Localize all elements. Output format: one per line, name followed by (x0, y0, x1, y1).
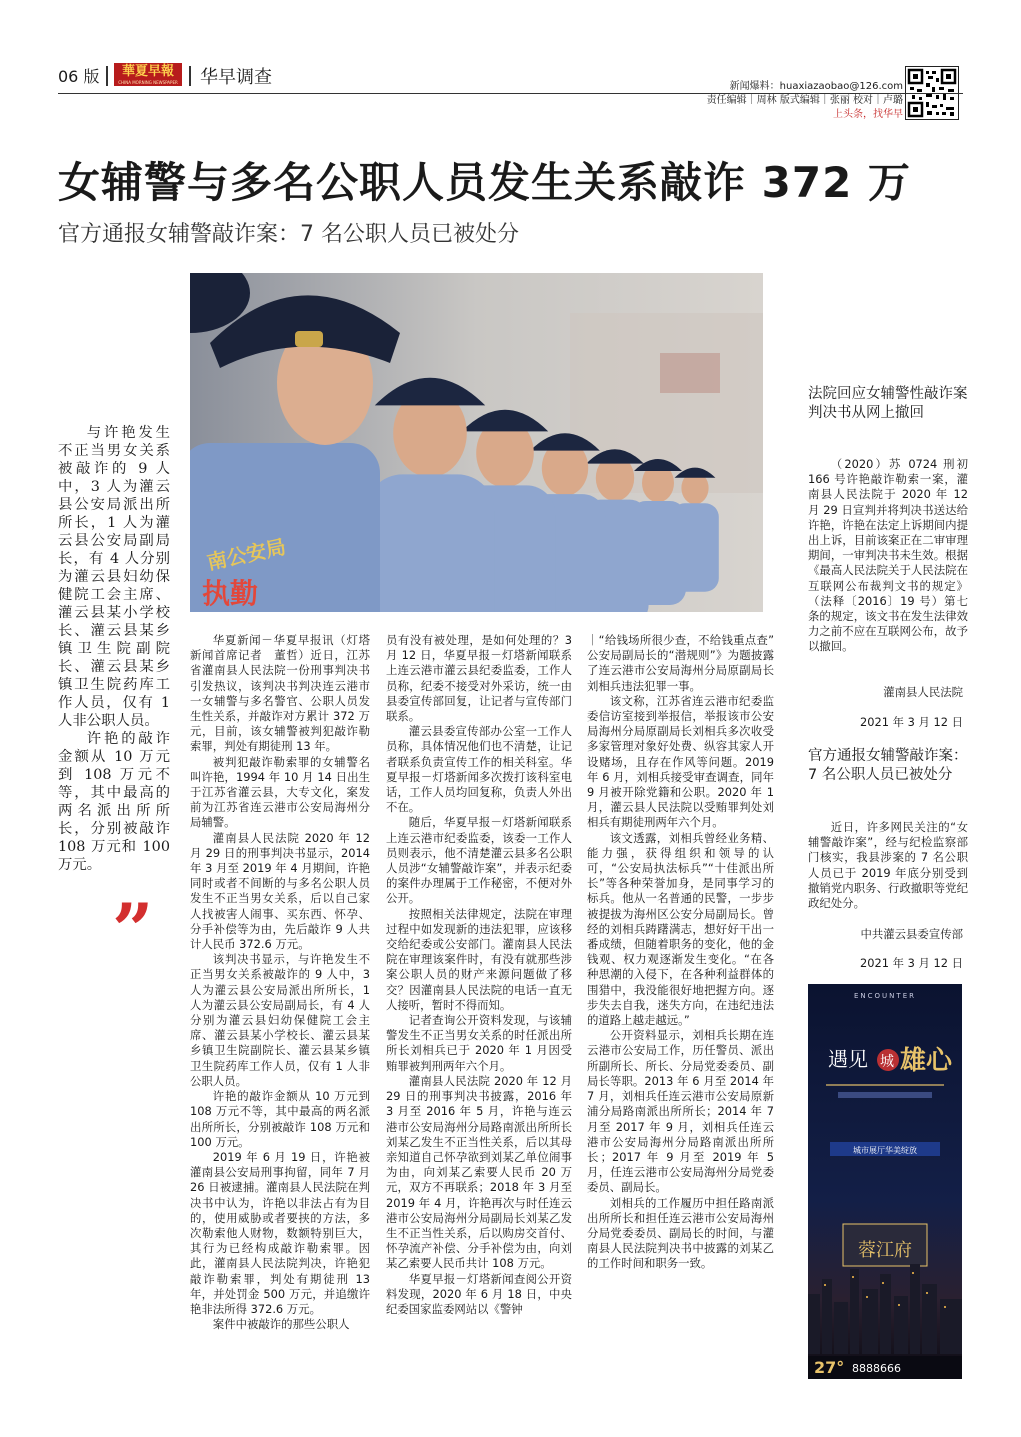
pull-quote (58, 424, 170, 874)
article-paragraph: 该文称，江苏省连云港市纪委监委信访室接到举报信，举报该市公安局海州分局原副局长刘相兵多次收受多家管理对象好处费、纵容其家人开设赌场，且存在作风等问题。2019 年 6 月，刘相兵接受审查调查，同年 9 月被开除党籍和公职。2020 年 1 月，灌云县人民法院以受贿罪判处刘相兵有期徒刑两年六个月。 (587, 693, 774, 830)
article-paragraph: 记者查询公开资料发现，与该辅警发生不正当男女关系的时任派出所所长刘相兵已于 2020 年 1 月因受贿罪被判刑两年六个月。 (386, 1013, 572, 1073)
logo-text: 華夏早報 (121, 64, 174, 79)
ad-brand: 蓉江府 (858, 1240, 912, 1261)
article-paragraph: 该文透露，刘相兵曾经业务精、能力强，获得组织和领导的认可，“公安局执法标兵”“十佳派出所长”等各种荣誉加身，是同事学习的标兵。他从一名普通的民警，一步步被提拔为海州区公安分局副局长。曾经的刘相兵踌躇满志，想好好干出一番成绩，但随着职务的变化，他的金钱观、权力观逐渐发生变化。“在各种思潮的入侵下，在各种利益群体的围猎中，我没能很好地把握方向。逐步失去自我，迷失方向，在违纪违法的道路上越走越远。” (587, 830, 774, 1028)
ad-slogan-1: 遇见 (828, 1047, 868, 1071)
header-divider (106, 66, 108, 86)
real-estate-advertisement[interactable] (808, 984, 962, 1379)
article-column-2 (386, 633, 572, 1317)
logo-subtext: CHINA MORNING NEWSPAPER (118, 80, 178, 85)
official-notice-text: 近日，许多网民关注的“女辅警敲诈案”，经与纪检监察部门核实，我县涉案的 7 名公职人员已于 2019 年底分别受到撤销党内职务、行政撤职等党纪政纪处分。 (808, 820, 968, 911)
article-paragraph: 公开资料显示，刘相兵长期在连云港市公安局工作，历任警员、派出所副所长、所长、分局党委委员、副局长等职。2013 年 6 月至 2014 年 7 月，刘相兵任连云港市公安局原新浦分局路南派出所所长；2014 年 7 月至 2017 年 9 月，刘相兵任连云港市公安局海州分局路南派出所所长；2017 年 9 月至 2019 年 5 月，任连云港市公安局海州分局党委委员、副局长。 (587, 1028, 774, 1195)
official-date: 2021 年 3 月 12 日 (859, 956, 963, 970)
editor-credits: 责任编辑｜周林 版式编辑｜张丽 校对｜卢璐 (706, 95, 903, 106)
policewomen-photo (190, 273, 763, 612)
article-paragraph: 该判决书显示，与许艳发生不正当男女关系被敲诈的 9 人中，3 人为灌云县公安局派出所所长，1 人为灌云县公安局副局长，有 4 人分别为灌云县妇幼保健院工会主席、灌云县某小学校长、灌云县某乡镇卫生院副院长、灌云县某乡镇卫生院药库工作人员，仅有 1 人非公职人员。 (190, 952, 370, 1088)
slogan: 上头条，找华早 (833, 109, 903, 120)
section-name: 华早调查 (200, 67, 272, 88)
article-column-3 (587, 633, 786, 1272)
article-paragraph: ｜“给钱场所很少查，不给钱重点查” 公安局副局长的“潜规则”》为题披露了连云港市公安局海州分局原副局长刘相兵违法犯罪一事。 (587, 633, 786, 693)
article-paragraph: 案件中被敲诈的那些公职人 (212, 1317, 350, 1332)
article-paragraph: 灌云县委宣传部办公室一工作人员称，具体情况他们也不清楚，让记者联系负责宣传工作的相关科室。华夏早报－灯塔新闻多次拨打该科室电话，工作人员均回复称，负责人外出不在。 (386, 724, 572, 815)
article-column-1 (190, 633, 370, 1332)
pull-quote-paragraph: 与许艳发生不正当男女关系被敲诈的 9 人中，3 人为灌云县公安局派出所所长，1 人为灌云县公安局副局长，有 4 人分别为灌云县妇幼保健院工会主席、灌云县某小学校长、灌云县某乡镇卫生院副院长、灌云县某乡镇卫生院药库工作人员，仅有 1 人非公职人员。 (58, 425, 170, 729)
contact-email: 新闻爆料：huaxiazaobao@126.com (729, 81, 903, 92)
court-response-body (808, 457, 968, 655)
ad-top-text: ENCOUNTER (854, 992, 916, 1000)
pull-quote-paragraph: 许艳的敲诈金额从 10 万元到 108 万元不等，其中最高的两名派出所所长，分别被敲诈 108 万元和 100 万元。 (58, 731, 170, 873)
court-signature: 灌南县人民法院 (883, 685, 963, 699)
official-signature: 中共灌云县委宣传部 (860, 927, 963, 941)
svg-text:27°: 27° (814, 1358, 845, 1377)
page-number: 06 版 (58, 67, 100, 86)
newspaper-logo (114, 63, 182, 86)
ad-phone: 8888666 (852, 1362, 901, 1375)
article-paragraph: 随后，华夏早报－灯塔新闻联系上连云港市纪委监委，该委一工作人员则表示，他不清楚灌云县多名公职人员涉“女辅警敲诈案”，并表示纪委的案件办理属于工作秘密，不便对外公开。 (386, 815, 572, 906)
ad-tagline: 城市展厅华美绽放 (853, 1146, 917, 1155)
court-response-text: （2020）苏 0724 刑初 166 号许艳敲诈勒索一案，灌南县人民法院于 2020 年 12 月 29 日宣判并将判决书送达给许艳，许艳在法定上诉期间内提出上诉，目前该案正在二审审理期间，一审判决书未生效。根据《最高人民法院关于人民法院在互联网公布裁判文书的规定》（法释〔2016〕19 号）第七条的规定，该文书在发生法律效力之前不应在互联网公布，故予以撤回。 (808, 457, 968, 654)
header-rule (58, 93, 963, 94)
contact-info (707, 80, 903, 122)
court-date: 2021 年 3 月 12 日 (859, 715, 963, 729)
court-response-title: 法院回应女辅警性敲诈案判决书从网上撤回 (808, 386, 968, 421)
article-paragraph: 2019 年 6 月 19 日，许艳被灌南县公安局刑事拘留，同年 7 月 26 日被逮捕。灌南县人民法院在判决书中认为，许艳以非法占有为目的，使用威胁或者要挟的方法，多次勒索他人财物，数额特别巨大，其行为已经构成敲诈勒索罪。因此，灌南县人民法院判决，许艳犯敲诈勒索罪，判处有期徒刑 13 年，并处罚金 500 万元，并追缴许艳非法所得 372.6 万元。 (190, 1149, 370, 1316)
quote-mark-icon: ” (112, 887, 154, 972)
ad-slogan-3: 雄心 (900, 1046, 953, 1076)
article-paragraph: 刘相兵的工作履历中担任路南派出所所长和担任连云港市公安局海州分局党委委员、副局长的时间，与灌南县人民法院判决书中披露的刘某乙的工作时间和职务一致。 (587, 1195, 774, 1271)
article-paragraph: 华夏新闻－华夏早报讯（灯塔新闻首席记者 董哲）近日，江苏省灌南县人民法院一份刑事判决书引发热议，该判决书判决连云港市一女辅警与多名警官、公职人员发生性关系，并敲诈对方累计 372 万元，目前，该女辅警被判犯敲诈勒索罪，判处有期徒刑 13 年。 (190, 633, 370, 754)
header-divider (189, 66, 191, 86)
article-paragraph: 许艳的敲诈金额从 10 万元到 108 万元不等，其中最高的两名派出所所长，分别被敲诈 108 万元和 100 万元。 (190, 1089, 370, 1149)
article-paragraph: 灌南县人民法院 2020 年 12 月 29 日的刑事判决书披露，2016 年 3 月至 2016 年 5 月，许艳与连云港市公安局海州分局路南派出所所长刘某乙发生不正当性关系，后以其母亲知道自己怀孕欲到刘某乙单位闹事为由，向刘某乙索要人民币 20 万元，双方不再联系；2018 年 3 月至 2019 年 4 月，许艳再次与时任连云港市公安局海州分局副局长刘某乙发生不正当性关系，后以购房交首付、怀孕流产补偿、分手补偿为由，向刘某乙索要人民币共计 108 万元。 (386, 1073, 572, 1271)
duty-badge-text: 执勤 (202, 577, 259, 610)
article-paragraph: 员有没有被处理，是如何处理的？3 月 12 日，华夏早报－灯塔新闻联系上连云港市灌云县纪委监委，工作人员称，纪委不接受对外采访，统一由县委宣传部回复，让记者与宣传部门联系。 (386, 633, 572, 724)
armband-text: 南公安局 (204, 534, 288, 575)
article-paragraph: 被判犯敲诈勒索罪的女辅警名叫许艳，1994 年 10 月 14 日出生于江苏省灌云县，大专文化，案发前为江苏省连云港市公安局海州分局辅警。 (190, 754, 370, 830)
article-paragraph: 按照相关法律规定，法院在审理过程中如发现新的违法犯罪，应该移交给纪委或公安部门。灌南县人民法院在审理该案件时，有没有就那些涉案公职人员的财产来源问题做了移交？因灌南县人民法院的电话一直无人接听，暂时不得而知。 (386, 906, 572, 1012)
article-paragraph: 灌南县人民法院 2020 年 12 月 29 日的刑事判决书显示，2014 年 3 月至 2019 年 4 月期间，许艳同时或者不间断的与多名公职人员发生不正当男女关系，后以自己家人找被害人闹事、买东西、怀孕、分手补偿等为由，先后敲诈 9 人共计人民币 372.6 万元。 (190, 830, 370, 952)
official-notice-body (808, 820, 968, 911)
ad-slogan-2: 城 (880, 1054, 894, 1070)
official-notice-title: 官方通报女辅警敲诈案：7 名公职人员已被处分 (808, 748, 968, 783)
subheadline: 官方通报女辅警敲诈案：7 名公职人员已被处分 (58, 222, 519, 247)
headline: 女辅警与多名公职人员发生关系敲诈 372 万 (58, 158, 911, 207)
article-paragraph: 华夏早报－灯塔新闻查阅公开资料发现，2020 年 6 月 18 日，中央纪委国家监委网站以《警钟 (386, 1271, 572, 1316)
